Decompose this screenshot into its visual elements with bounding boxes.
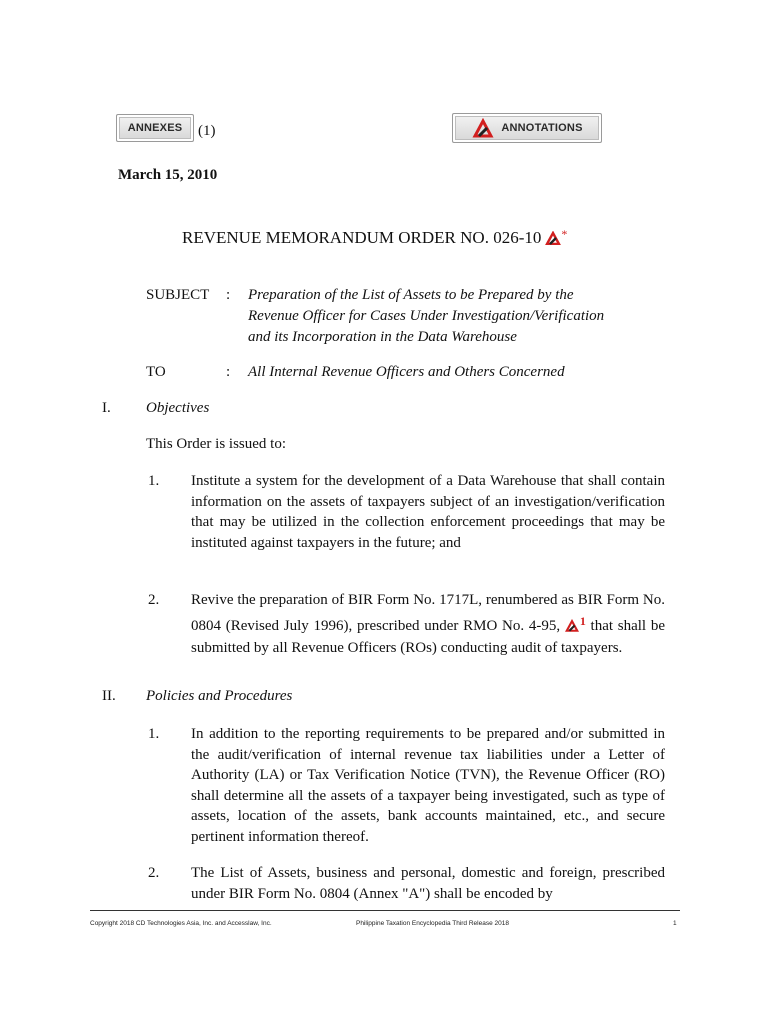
- title-annotation-asterisk: *: [561, 227, 568, 241]
- subject-label: SUBJECT: [146, 287, 210, 303]
- policy-1-number: 1.: [148, 726, 160, 742]
- subject-colon: :: [226, 287, 231, 303]
- section-1-numeral: I.: [102, 400, 111, 416]
- policy-1-text: In addition to the reporting requirements to be prepared and/or submitted in the audit/verification of internal revenue tax liabilities under a Letter of Authority (LA) or Tax Verification Notice (TVN), the Revenue Officer (RO) shall determine all the assets of a taxpayer being investigated, such as type of assets, location of the assets, bank accounts maintained, etc., and secure pertinent information thereof.: [191, 726, 665, 845]
- section-2-numeral: II.: [102, 688, 116, 704]
- subject-text: [248, 285, 668, 348]
- footer-release: Philippine Taxation Encyclopedia Third Release 2018: [356, 920, 509, 927]
- annotations-button-label: ANNOTATIONS: [501, 122, 583, 134]
- annotation-marker-icon: [545, 231, 561, 245]
- to-text: All Internal Revenue Officers and Others Concerned: [248, 364, 565, 380]
- objective-2-text-a: Revive the preparation of BIR Form No. 1717L, renumbered as BIR Form No. 0804 (Revised July 1996), prescribed under RMO No. 4-95,: [191, 592, 665, 634]
- document-title-text: REVENUE MEMORANDUM ORDER NO. 026-10: [182, 228, 542, 247]
- subject-line: and its Incorporation in the Data Warehouse: [248, 329, 517, 345]
- objective-2-text-b: that shall be submitted by all Revenue Officers (ROs) conducting audit of taxpayers.: [191, 617, 665, 657]
- policy-2-text: The List of Assets, business and personal, domestic and foreign, prescribed under BIR Form No. 0804 (Annex "A") shall be encoded by: [191, 865, 665, 902]
- annotation-logo-icon: [471, 118, 495, 138]
- section-1-title: Objectives: [146, 400, 210, 416]
- subject-line: Preparation of the List of Assets to be Prepared by the: [248, 287, 574, 303]
- section-2-title: Policies and Procedures: [146, 688, 293, 704]
- footer-page-number: 1: [673, 920, 677, 927]
- document-title: [182, 227, 567, 250]
- title-annotation-marker[interactable]: [545, 227, 567, 250]
- annexes-button-label: ANNEXES: [127, 122, 183, 134]
- annotation-marker-icon: [565, 619, 579, 632]
- section-1-intro: This Order is issued to:: [146, 436, 286, 452]
- to-colon: :: [226, 364, 231, 380]
- annotations-button[interactable]: [452, 113, 602, 143]
- subject-line: Revenue Officer for Cases Under Investigation/Verification: [248, 308, 605, 324]
- annotation-1-number: 1: [579, 613, 586, 628]
- objective-2-number: 2.: [148, 592, 160, 608]
- objective-2-text: [191, 590, 665, 659]
- footer-divider: [90, 910, 680, 911]
- objective-1-text: Institute a system for the development of a Data Warehouse that shall contain information on the assets of taxpayers subject of an investigation/verification that may be utilized in the collection enforcement proceedings that may be instituted against taxpayers in the future; and: [191, 473, 665, 551]
- footer-copyright: Copyright 2018 CD Technologies Asia, Inc. and Accesslaw, Inc.: [90, 920, 272, 927]
- policy-2-number: 2.: [148, 865, 160, 881]
- annexes-button[interactable]: [116, 114, 194, 142]
- objective-1-number: 1.: [148, 473, 160, 489]
- to-label: TO: [146, 364, 166, 380]
- annotation-1-marker[interactable]: [565, 611, 586, 639]
- annexes-count: (1): [198, 123, 216, 139]
- document-date: March 15, 2010: [118, 167, 218, 183]
